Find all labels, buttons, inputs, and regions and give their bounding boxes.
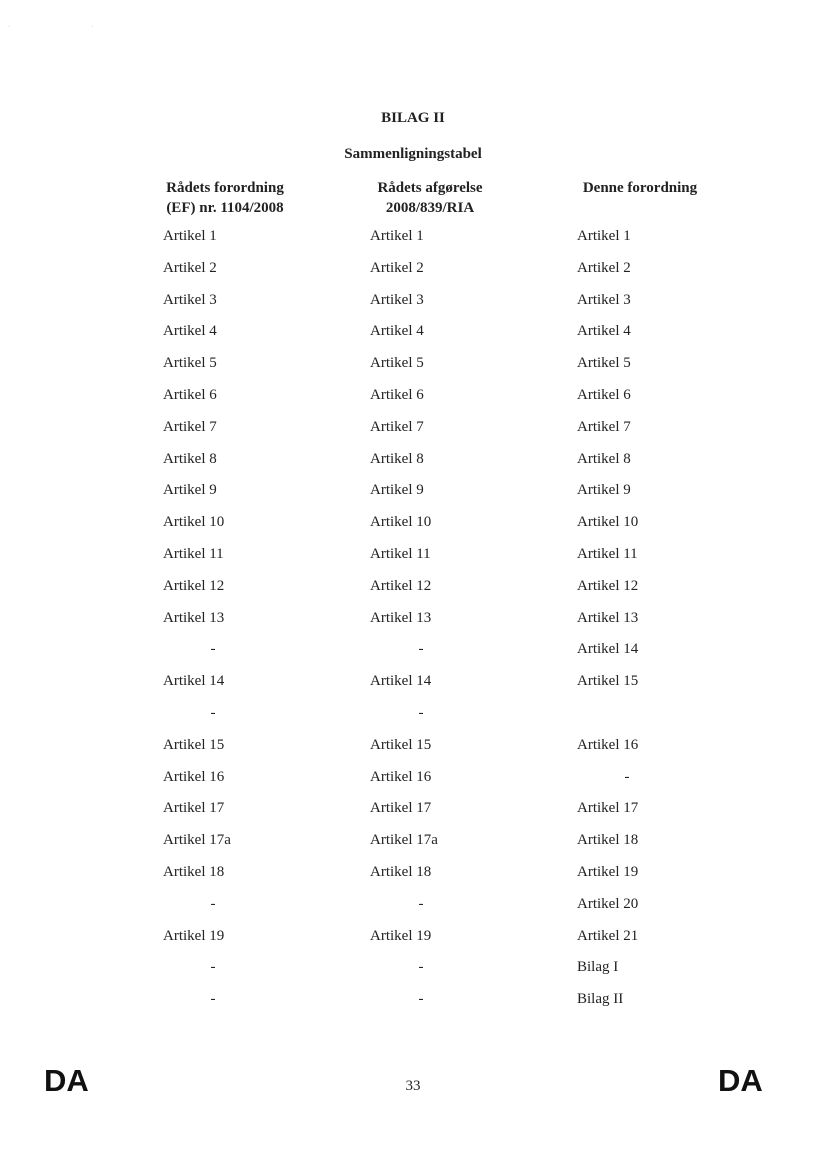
table-cell: Artikel 6	[163, 386, 217, 403]
table-cell: Artikel 15	[577, 673, 639, 690]
table-cell: Artikel 7	[163, 418, 217, 435]
table-row	[0, 826, 826, 858]
table-cell: Artikel 20	[577, 895, 639, 912]
table-cell: Artikel 2	[370, 259, 424, 276]
table-row	[0, 604, 826, 636]
table-cell: Artikel 4	[370, 323, 424, 340]
table-cell: -	[418, 704, 424, 721]
table-row	[0, 635, 826, 667]
table-cell: -	[418, 641, 424, 658]
table-cell: Artikel 17	[577, 800, 639, 817]
table-row	[0, 985, 826, 1017]
correlation-table	[0, 222, 826, 1017]
table-cell: -	[210, 959, 216, 976]
table-cell: -	[210, 895, 216, 912]
table-cell: Artikel 5	[577, 355, 631, 372]
table-cell: -	[210, 704, 216, 721]
table-cell: Artikel 4	[577, 323, 631, 340]
table-row	[0, 540, 826, 572]
table-cell: Artikel 1	[163, 228, 217, 244]
table-row	[0, 953, 826, 985]
table-cell: Artikel 11	[577, 545, 638, 562]
table-cell: Artikel 15	[163, 736, 225, 753]
column-header-line: 2008/839/RIA	[385, 200, 475, 216]
table-row	[0, 922, 826, 954]
column-header-line: Denne forordning	[582, 180, 698, 196]
table-cell: Artikel 10	[163, 514, 225, 531]
table-cell: Artikel 5	[163, 355, 217, 372]
table-cell: Artikel 19	[370, 927, 432, 944]
table-row	[0, 286, 826, 318]
column-header-this-regulation	[545, 178, 735, 198]
table-cell: Artikel 7	[577, 418, 631, 435]
table-cell: Artikel 14	[370, 673, 432, 690]
table-cell: Artikel 1	[370, 228, 424, 244]
table-cell: Artikel 18	[163, 863, 225, 880]
table-cell: Artikel 7	[370, 418, 424, 435]
table-cell: Artikel 10	[577, 514, 639, 531]
table-cell: -	[418, 991, 424, 1008]
table-row	[0, 381, 826, 413]
table-row	[0, 317, 826, 349]
table-cell: -	[210, 991, 216, 1008]
column-header-line: Rådets afgørelse	[377, 180, 483, 196]
page-title: BILAG II	[381, 110, 445, 126]
table-row	[0, 667, 826, 699]
table-cell: Artikel 18	[577, 832, 639, 849]
table-cell: Artikel 2	[163, 259, 217, 276]
column-header-council-regulation	[130, 178, 320, 218]
table-row	[0, 508, 826, 540]
table-cell: Artikel 15	[370, 736, 432, 753]
table-row	[0, 699, 826, 731]
table-cell: -	[210, 641, 216, 658]
table-cell: Artikel 8	[370, 450, 424, 467]
table-cell: Artikel 19	[577, 863, 639, 880]
table-cell: Artikel 9	[163, 482, 217, 499]
table-cell: Artikel 19	[163, 927, 225, 944]
table-row	[0, 572, 826, 604]
table-cell: Artikel 17a	[163, 832, 231, 849]
table-cell: -	[418, 959, 424, 976]
table-cell: Artikel 17	[163, 800, 225, 817]
table-row	[0, 794, 826, 826]
table-cell: Artikel 21	[577, 927, 639, 944]
table-cell: Artikel 9	[370, 482, 424, 499]
table-cell: Artikel 13	[163, 609, 225, 626]
table-cell: Bilag I	[577, 959, 619, 976]
table-cell: Artikel 8	[577, 450, 631, 467]
table-cell: Artikel 10	[370, 514, 432, 531]
table-row	[0, 445, 826, 477]
table-cell: -	[418, 895, 424, 912]
table-cell: Artikel 6	[370, 386, 424, 403]
table-cell: Artikel 6	[577, 386, 631, 403]
column-header-line: (EF) nr. 1104/2008	[166, 200, 284, 216]
table-row	[0, 763, 826, 795]
table-cell: Artikel 16	[370, 768, 432, 785]
language-code-left: DA	[44, 1063, 89, 1098]
table-cell: Artikel 14	[163, 673, 225, 690]
table-cell: Artikel 18	[370, 863, 432, 880]
table-row	[0, 858, 826, 890]
table-row	[0, 731, 826, 763]
table-cell: Artikel 3	[163, 291, 217, 308]
table-cell: Artikel 14	[577, 641, 639, 658]
table-cell: Artikel 3	[370, 291, 424, 308]
table-cell: Artikel 12	[577, 577, 639, 594]
table-cell: Artikel 11	[370, 545, 431, 562]
table-row	[0, 890, 826, 922]
table-cell: Artikel 11	[163, 545, 224, 562]
table-cell: Bilag II	[577, 991, 624, 1008]
table-row	[0, 222, 826, 254]
column-header-line: Rådets forordning	[166, 180, 284, 196]
table-row	[0, 349, 826, 381]
table-cell: Artikel 5	[370, 355, 424, 372]
table-cell: -	[624, 768, 630, 785]
table-cell: Artikel 8	[163, 450, 217, 467]
table-cell: Artikel 2	[577, 259, 631, 276]
table-row	[0, 413, 826, 445]
language-code-right: DA	[718, 1063, 763, 1098]
table-cell: Artikel 17	[370, 800, 432, 817]
table-cell: Artikel 16	[163, 768, 225, 785]
table-cell: Artikel 4	[163, 323, 217, 340]
table-cell: Artikel 9	[577, 482, 631, 499]
table-cell: Artikel 12	[163, 577, 225, 594]
scan-specks: · ·	[8, 24, 134, 30]
table-row	[0, 254, 826, 286]
column-header-council-decision	[335, 178, 525, 218]
table-cell: Artikel 16	[577, 736, 639, 753]
table-cell: Artikel 1	[577, 228, 631, 244]
table-cell: Artikel 13	[577, 609, 639, 626]
table-title: Sammenligningstabel	[344, 146, 482, 162]
table-cell: Artikel 17a	[370, 832, 438, 849]
table-cell: Artikel 3	[577, 291, 631, 308]
table-row	[0, 476, 826, 508]
table-cell: Artikel 12	[370, 577, 432, 594]
table-cell: Artikel 13	[370, 609, 432, 626]
page-number: 33	[405, 1078, 421, 1094]
